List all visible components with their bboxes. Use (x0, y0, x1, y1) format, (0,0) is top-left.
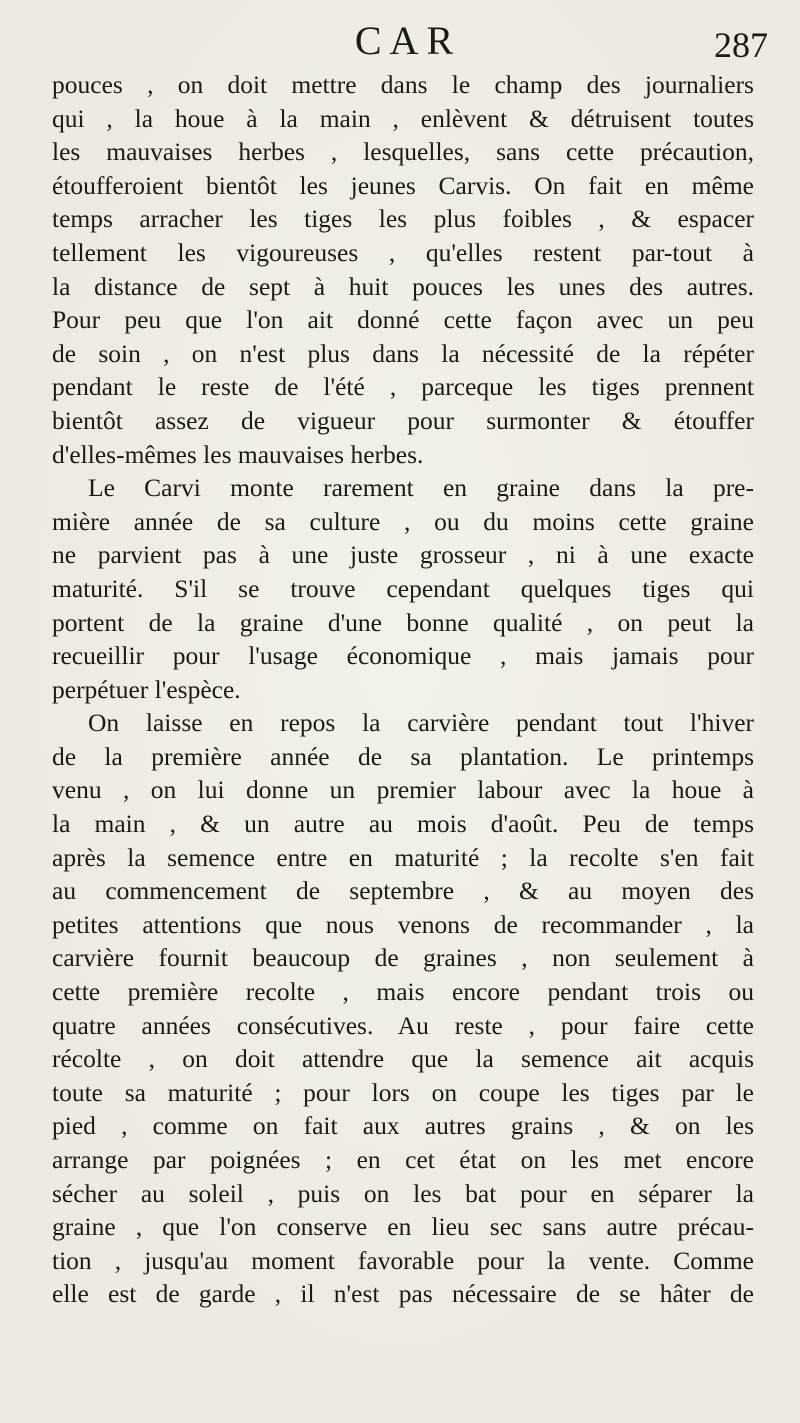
text-line: qui , la houe à la main , enlèvent & détruisent toutes (52, 103, 754, 133)
paragraph-2 (52, 471, 754, 706)
text-line: temps arracher les tiges les plus foibles , & espacer (52, 204, 754, 234)
body-text (52, 68, 754, 1311)
text-line: Le Carvi monte rarement en graine dans la pre- (88, 473, 754, 503)
text-line: cette première recolte , mais encore pendant trois ou (52, 977, 754, 1007)
text-line: quatre années consécutives. Au reste , pour faire cette (52, 1010, 754, 1040)
text-line: pied , comme on fait aux autres grains , & on les (52, 1111, 754, 1141)
text-line: sécher au soleil , puis on les bat pour en séparer la (52, 1178, 754, 1208)
text-line: récolte , on doit attendre que la semence ait acquis (52, 1044, 754, 1074)
text-line: d'elles-mêmes les mauvaises herbes. (52, 439, 424, 469)
text-line: la distance de sept à huit pouces les unes des autres. (52, 271, 754, 301)
text-line: On laisse en repos la carvière pendant tout l'hiver (88, 708, 754, 738)
paragraph-3 (52, 706, 754, 1311)
running-head-title: CAR (354, 18, 462, 63)
paragraph-1 (52, 68, 754, 471)
text-line: pendant le reste de l'été , parceque les tiges prennent (52, 372, 754, 402)
text-line: elle est de garde , il n'est pas nécessaire de se hâter de (52, 1279, 754, 1309)
text-line: carvière fournit beaucoup de graines , non seulement à (52, 943, 754, 973)
text-line: pouces , on doit mettre dans le champ des journaliers (52, 70, 754, 99)
text-line: la main , & un autre au mois d'août. Peu de temps (52, 809, 754, 839)
text-line: Pour peu que l'on ait donné cette façon avec un peu (52, 305, 754, 335)
text-line: de soin , on n'est plus dans la nécessité de la répéter (52, 338, 754, 368)
text-line: portent de la graine d'une bonne qualité , on peut la (52, 607, 754, 637)
text-line: venu , on lui donne un premier labour avec la houe à (52, 775, 754, 805)
text-line: toute sa maturité ; pour lors on coupe les tiges par le (52, 1077, 754, 1107)
text-line: tion , jusqu'au moment favorable pour la vente. Comme (52, 1245, 754, 1275)
running-head (48, 14, 768, 68)
text-line: petites attentions que nous venons de recommander , la (52, 909, 754, 939)
text-line: ne parvient pas à une juste grosseur , ni à une exacte (52, 540, 754, 570)
text-line: graine , que l'on conserve en lieu sec sans autre précau- (52, 1212, 754, 1242)
text-line: maturité. S'il se trouve cependant quelques tiges qui (52, 573, 754, 603)
text-line: après la semence entre en maturité ; la recolte s'en fait (52, 842, 754, 872)
text-line: recueillir pour l'usage économique , mais jamais pour (52, 641, 754, 671)
text-line: perpétuer l'espèce. (52, 674, 241, 704)
text-line: les mauvaises herbes , lesquelles, sans cette précaution, (52, 137, 754, 167)
text-line: de la première année de sa plantation. Le printemps (52, 741, 754, 771)
text-line: bientôt assez de vigueur pour surmonter & étouffer (52, 405, 754, 435)
text-line: au commencement de septembre , & au moyen des (52, 876, 754, 906)
text-line: étoufferoient bientôt les jeunes Carvis. On fait en même (52, 170, 754, 200)
text-line: arrange par poignées ; en cet état on les met encore (52, 1145, 754, 1174)
text-line: mière année de sa culture , ou du moins cette graine (52, 506, 754, 536)
page-number: 287 (714, 25, 768, 65)
text-line: tellement les vigoureuses , qu'elles restent par-tout à (52, 237, 754, 267)
